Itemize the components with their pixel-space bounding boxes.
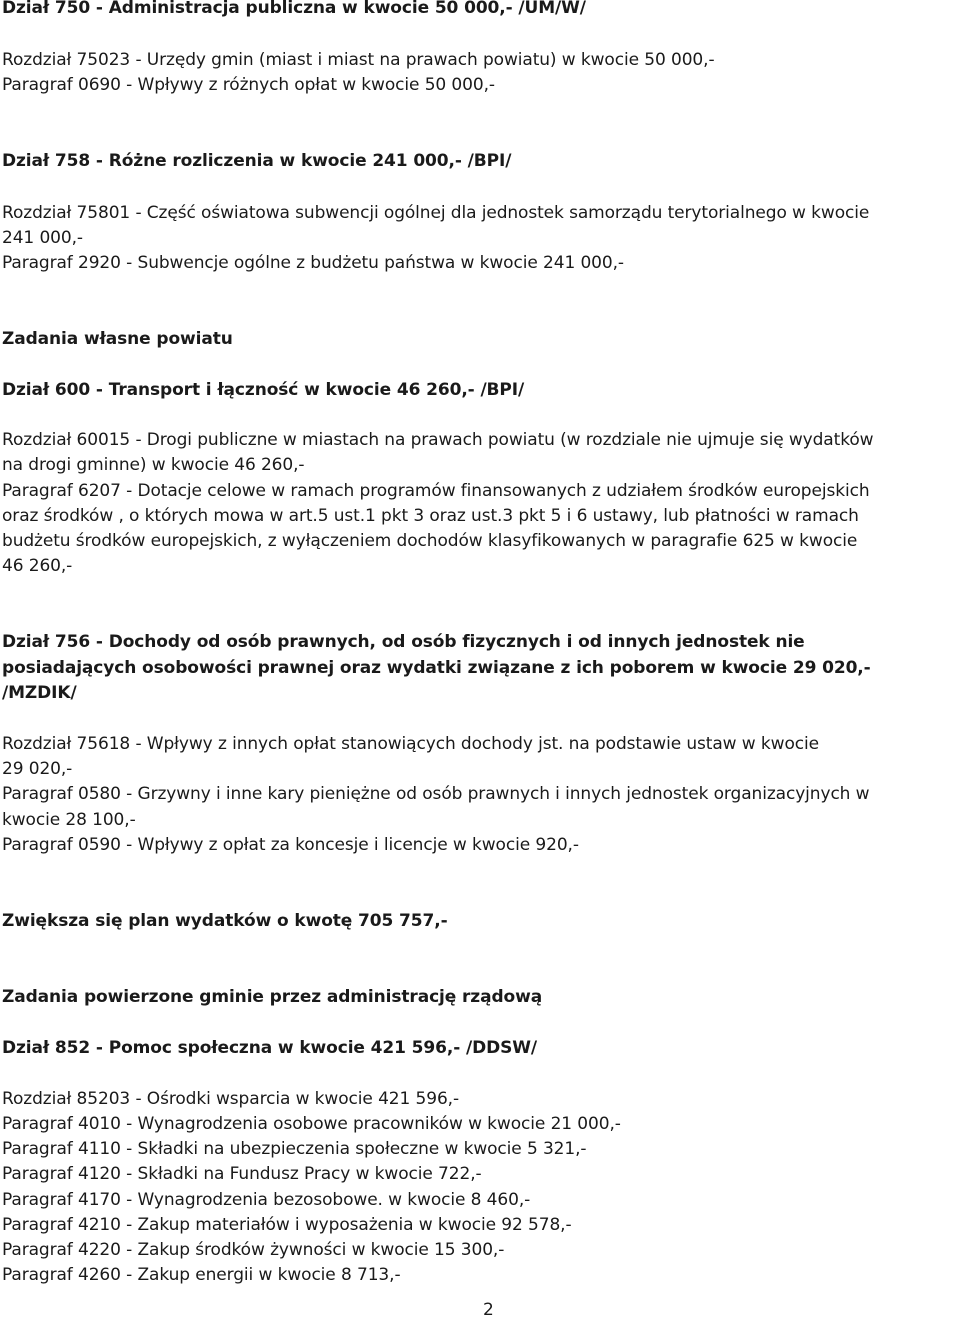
section-heading-dzial-852: Dział 852 - Pomoc społeczna w kwocie 421 596,- /DDSW/ [2,1038,538,1058]
text-line-paragraf-4010: Paragraf 4010 - Wynagrodzenia osobowe pracowników w kwocie 21 000,- [2,1114,621,1134]
text-line-paragraf-0580-cont: kwocie 28 100,- [2,810,136,830]
text-line-paragraf-4210: Paragraf 4210 - Zakup materiałów i wyposażenia w kwocie 92 578,- [2,1215,572,1235]
text-line-rozdzial-75801: Rozdział 75801 - Część oświatowa subwencji ogólnej dla jednostek samorządu terytorialnego w kwocie [2,203,870,223]
text-line-paragraf-0590: Paragraf 0590 - Wpływy z opłat za koncesje i licencje w kwocie 920,- [2,835,579,855]
text-line-paragraf-6207: Paragraf 6207 - Dotacje celowe w ramach programów finansowanych z udziałem środków europejskich [2,481,870,501]
text-line-paragraf-2920: Paragraf 2920 - Subwencje ogólne z budżetu państwa w kwocie 241 000,- [2,253,624,273]
section-heading-dzial-756-cont-1: posiadających osobowości prawnej oraz wydatki związane z ich poborem w kwocie 29 020,- [2,658,871,678]
section-heading-dzial-600: Dział 600 - Transport i łączność w kwocie 46 260,- /BPI/ [2,380,525,400]
text-line-rozdzial-75618-cont: 29 020,- [2,759,73,779]
section-heading-zadania-powierzone: Zadania powierzone gminie przez administrację rządową [2,987,543,1007]
text-line-paragraf-4120: Paragraf 4120 - Składki na Fundusz Pracy w kwocie 722,- [2,1164,482,1184]
text-line-paragraf-6207-cont-1: oraz środków , o których mowa w art.5 ust.1 pkt 3 oraz ust.3 pkt 5 i 6 ustawy, lub płatności w ramach [2,506,859,526]
text-line-paragraf-4260: Paragraf 4260 - Zakup energii w kwocie 8 713,- [2,1265,401,1285]
text-line-rozdzial-75801-cont: 241 000,- [2,228,83,248]
text-line-paragraf-4170: Paragraf 4170 - Wynagrodzenia bezosobowe. w kwocie 8 460,- [2,1190,531,1210]
text-line-paragraf-4220: Paragraf 4220 - Zakup środków żywności w kwocie 15 300,- [2,1240,505,1260]
section-heading-zadania-wlasne: Zadania własne powiatu [2,329,233,349]
text-line-rozdzial-75618: Rozdział 75618 - Wpływy z innych opłat stanowiących dochody jst. na podstawie ustaw w kwocie [2,734,819,754]
text-line-paragraf-0580: Paragraf 0580 - Grzywny i inne kary pieniężne od osób prawnych i innych jednostek organizacyjnych w [2,784,870,804]
text-line-paragraf-6207-cont-3: 46 260,- [2,556,73,576]
page-number: 2 [483,1300,494,1320]
section-heading-zwieksza-wydatki: Zwiększa się plan wydatków o kwotę 705 757,- [2,911,448,931]
text-line-paragraf-4110: Paragraf 4110 - Składki na ubezpieczenia społeczne w kwocie 5 321,- [2,1139,587,1159]
text-line-rozdzial-75023: Rozdział 75023 - Urzędy gmin (miast i miast na prawach powiatu) w kwocie 50 000,- [2,50,715,70]
section-heading-dzial-750: Dział 750 - Administracja publiczna w kwocie 50 000,- /UM/W/ [2,0,586,18]
text-line-rozdzial-60015: Rozdział 60015 - Drogi publiczne w miastach na prawach powiatu (w rozdziale nie ujmuje się wydatków [2,430,874,450]
text-line-rozdzial-60015-cont: na drogi gminne) w kwocie 46 260,- [2,455,305,475]
text-line-paragraf-0690: Paragraf 0690 - Wpływy z różnych opłat w kwocie 50 000,- [2,75,495,95]
section-heading-dzial-756: Dział 756 - Dochody od osób prawnych, od osób fizycznych i od innych jednostek nie [2,632,805,652]
text-line-paragraf-6207-cont-2: budżetu środków europejskich, z wyłączeniem dochodów klasyfikowanych w paragrafie 625 w kwocie [2,531,858,551]
section-heading-dzial-758: Dział 758 - Różne rozliczenia w kwocie 241 000,- /BPI/ [2,151,512,171]
text-line-rozdzial-85203: Rozdział 85203 - Ośrodki wsparcia w kwocie 421 596,- [2,1089,460,1109]
section-heading-dzial-756-cont-2: /MZDIK/ [2,683,77,703]
